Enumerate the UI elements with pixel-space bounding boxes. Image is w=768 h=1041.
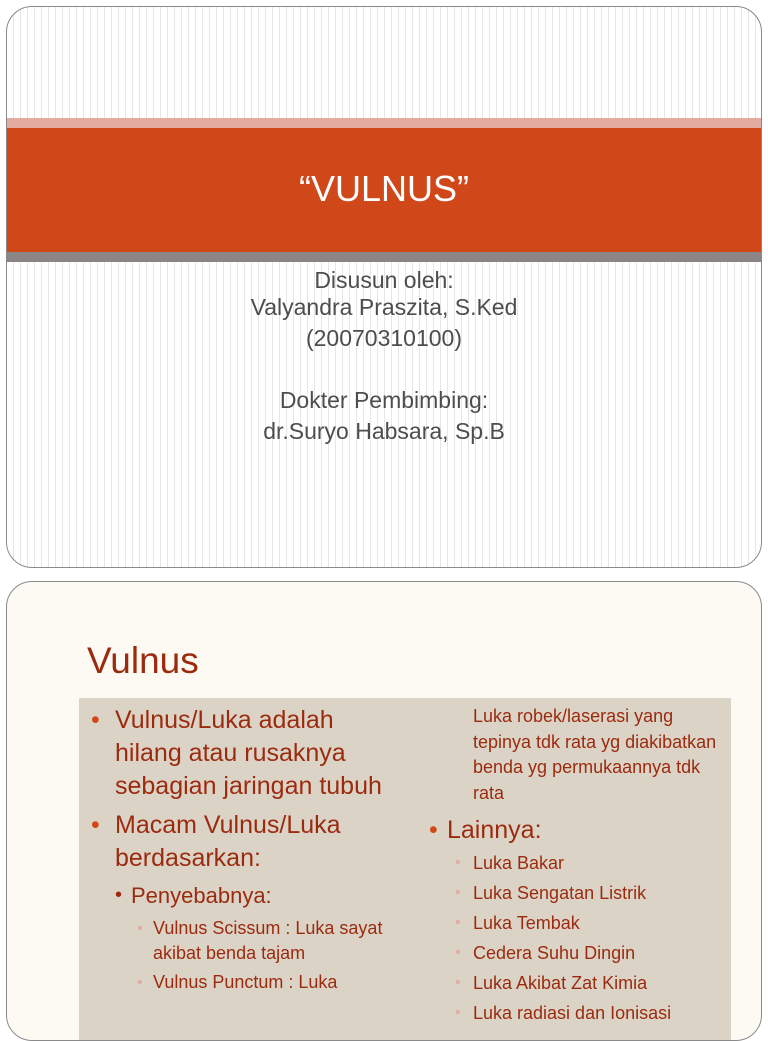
author-label: Disusun oleh: [314,267,454,293]
bullet-text: Vulnus Scissum : Luka sayat akibat benda tajam [153,918,383,963]
bullet-icon: • [455,1004,461,1021]
bullet-text: Lainnya: [447,816,542,844]
bullet-text: Luka radiasi dan Ionisasi [473,1003,672,1023]
bullet-icon: • [455,974,461,991]
content-slide [6,581,762,1041]
title-slide [6,6,762,568]
slide-subtitle [7,268,761,447]
bullet-item [429,814,729,847]
bullet-icon: • [455,914,461,931]
author-id: (20070310100) [305,325,463,351]
sub-sub-bullet-item [87,970,387,995]
accent-stripe-top [7,118,761,128]
bullet-text: Luka Sengatan Listrik [473,883,647,903]
sub-bullet-item [429,971,729,995]
bullet-icon: • [429,816,438,844]
bullet-icon: • [455,854,461,871]
sub-bullet-item [429,1001,729,1025]
supervisor-label: Dokter Pembimbing: [279,387,489,413]
bullet-item [87,704,387,803]
supervisor-name: dr.Suryo Habsara, Sp.B [263,418,505,444]
bullet-text: Penyebabnya: [131,883,272,908]
sub-sub-bullet-item [87,916,387,966]
sub-bullet-item [87,881,387,910]
bullet-icon: • [137,920,143,937]
accent-stripe-bottom [7,252,761,262]
bullet-text: Vulnus/Luka adalah hilang atau rusaknya sebagian jaringan tubuh [115,706,382,800]
content-box [79,698,731,1041]
bullet-text: Luka Tembak [473,913,580,933]
right-column [429,704,729,1031]
bullet-icon: • [115,884,123,906]
slide-heading: Vulnus [87,640,199,681]
bullet-icon: • [91,811,100,839]
bullet-item [87,809,387,875]
bullet-text: Vulnus Punctum : Luka [153,972,338,992]
left-column [87,704,387,999]
sub-bullet-item [429,911,729,935]
sub-bullet-item [429,941,729,965]
bullet-text: Cedera Suhu Dingin [473,943,636,963]
continuation-text: Luka robek/laserasi yang tepinya tdk rata yg diakibatkan benda yg permukaannya tdk rata [473,706,717,803]
sub-bullet-item [429,881,729,905]
bullet-icon: • [91,706,100,734]
slide-title: “VULNUS” [298,168,469,209]
bullet-text: Luka Bakar [473,853,565,873]
bullet-text: Luka Akibat Zat Kimia [473,973,648,993]
bullet-icon: • [455,944,461,961]
bullet-icon: • [455,884,461,901]
bullet-text: Macam Vulnus/Luka berdasarkan: [115,811,341,872]
sub-bullet-item [429,851,729,875]
author-name: Valyandra Praszita, S.Ked [250,294,518,320]
bullet-icon: • [137,974,143,991]
